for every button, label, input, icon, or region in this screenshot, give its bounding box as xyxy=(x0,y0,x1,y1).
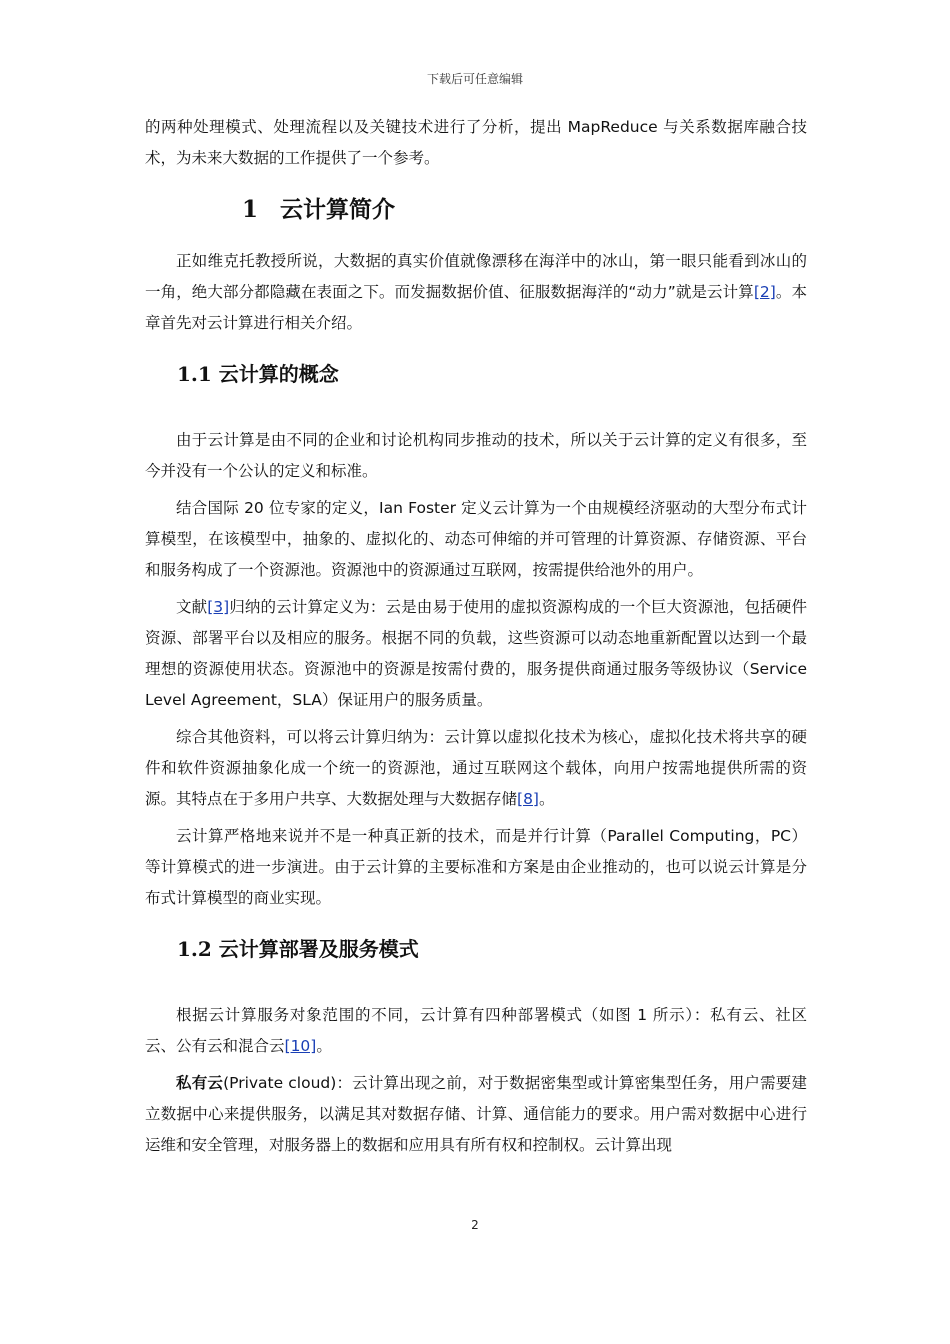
citation-link[interactable]: [2] xyxy=(753,283,776,301)
paragraph-private-cloud xyxy=(145,1068,807,1161)
chapter-number: 1 xyxy=(242,196,259,223)
paragraph-text: 根据云计算服务对象范围的不同，云计算有四种部署模式（如图 1 所示）：私有云、社区云、公有云和混合云 xyxy=(145,1006,807,1055)
paragraph-text: 文献 xyxy=(176,598,208,616)
citation-link[interactable]: [8] xyxy=(517,790,539,808)
page-number: 2 xyxy=(471,1218,479,1232)
paragraph-text: 归纳的云计算定义为：云是由易于使用的虚拟资源构成的一个巨大资源池，包括硬件资源、部署平台以及相应的服务。根据不同的负载，这些资源可以动态地重新配置以达到一个最理想的资源使用状态。资源池中的资源是按需付费的，服务提供商通过服务等级协议（Service Level Agreement，SLA）保证用户的服务质量。 xyxy=(145,598,807,709)
document-body xyxy=(145,112,807,1161)
paragraph-deployment-modes xyxy=(145,1000,807,1062)
page-header: 下载后可任意编辑 xyxy=(426,72,523,86)
paragraph-text: 。 xyxy=(316,1037,332,1055)
paragraph-chapter-intro xyxy=(145,246,807,339)
chapter-heading xyxy=(242,192,807,228)
section-heading-concept: 1.1 云计算的概念 xyxy=(177,362,339,386)
paragraph-text: 。 xyxy=(538,790,555,808)
section-heading-deployment: 1.2 云计算部署及服务模式 xyxy=(177,937,419,961)
paragraph-text: (Private cloud)：云计算出现之前，对于数据密集型或计算密集型任务，用户需要建立数据中心来提供服务，以满足其对数据存储、计算、通信能力的要求。用户需对数据中心进行运维和安全管理，对服务器上的数据和应用具有所有权和控制权。云计算出现 xyxy=(145,1074,807,1154)
paragraph-intro-continued: 的两种处理模式、处理流程以及关键技术进行了分析，提出 MapReduce 与关系数据库融合技术，为未来大数据的工作提供了一个参考。 xyxy=(145,118,807,167)
paragraph-text: 。本章首先对云计算进行相关介绍。 xyxy=(145,283,807,332)
citation-link[interactable]: [3] xyxy=(207,598,230,616)
citation-link[interactable]: [10] xyxy=(284,1037,317,1055)
paragraph-summary xyxy=(145,722,807,815)
paragraph-literature-definition xyxy=(145,592,807,716)
paragraph-text: 正如维克托教授所说，大数据的真实价值就像漂移在海洋中的冰山，第一眼只能看到冰山的一角，绝大部分都隐藏在表面之下。而发掘数据价值、征服数据海洋的“动力”就是云计算 xyxy=(145,252,807,301)
paragraph-definition-intro: 由于云计算是由不同的企业和讨论机构同步推动的技术，所以关于云计算的定义有很多，至今并没有一个公认的定义和标准。 xyxy=(145,431,807,480)
paragraph-text: 综合其他资料，可以将云计算归纳为：云计算以虚拟化技术为核心，虚拟化技术将共享的硬件和软件资源抽象化成一个统一的资源池，通过互联网这个载体，向用户按需地提供所需的资源。其特点在于多用户共享、大数据处理与大数据存储 xyxy=(145,728,807,808)
term-private-cloud: 私有云 xyxy=(176,1074,224,1092)
paragraph-parallel-computing: 云计算严格地来说并不是一种真正新的技术，而是并行计算（Parallel Computing，PC）等计算模式的进一步演进。由于云计算的主要标准和方案是由企业推动的，也可以说云计算是分布式计算模型的商业实现。 xyxy=(145,827,807,907)
paragraph-ian-foster: 结合国际 20 位专家的定义，Ian Foster 定义云计算为一个由规模经济驱动的大型分布式计算模型，在该模型中，抽象的、虚拟化的、动态可伸缩的并可管理的计算资源、存储资源、平台和服务构成了一个资源池。资源池中的资源通过互联网，按需提供给池外的用户。 xyxy=(145,499,807,579)
chapter-title: 云计算简介 xyxy=(280,196,396,223)
